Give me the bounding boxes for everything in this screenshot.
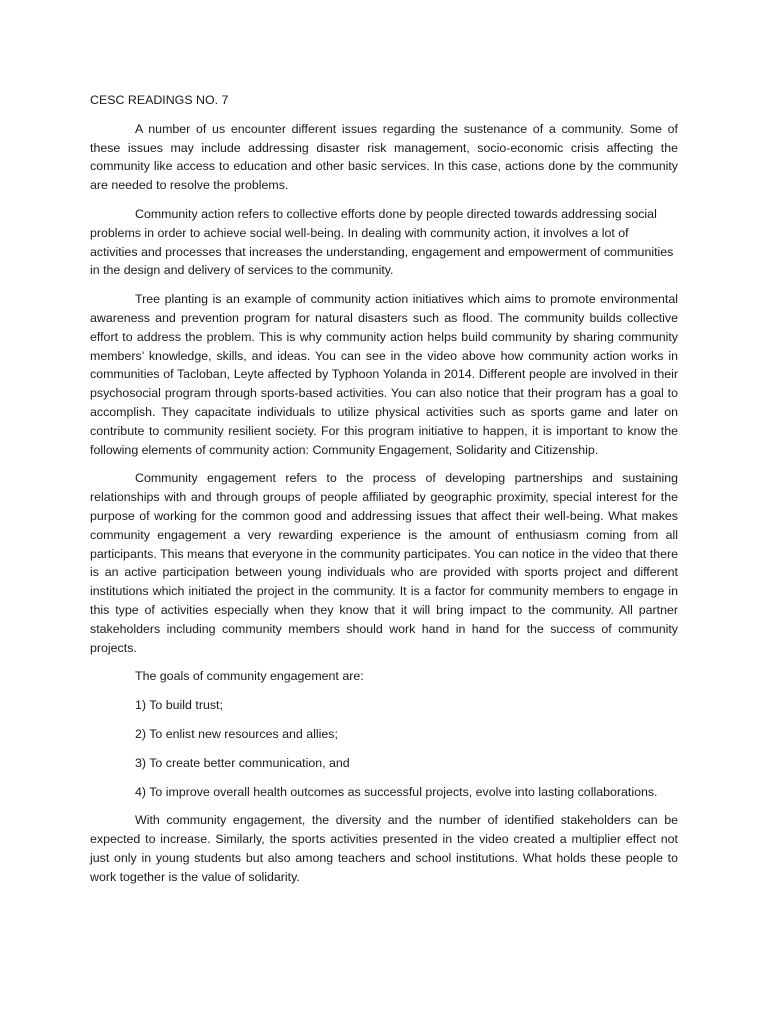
document-body: [90, 91, 678, 896]
paragraph-tree-planting: Tree planting is an example of community action initiatives which aims to promote environmental awareness and prevention program for natural disasters such as flood. The community builds collective effort to address the problem. This is why community action helps build community by sharing community members’ knowledge, skills, and ideas. You can see in the video above how community action works in communities of Tacloban, Leyte affected by Typhoon Yolanda in 2014. Different people are involved in their psychosocial program through sports-based activities. You can also notice that their program has a goal to accomplish. They capacitate individuals to utilize physical activities such as sports game and later on contribute to community resilient society. For this program initiative to happen, it is important to know the following elements of community action: Community Engagement, Solidarity and Citizenship.: [90, 292, 678, 457]
paragraph-community-engagement: Community engagement refers to the process of developing partnerships and sustaining relationships with and through groups of people affiliated by geographic proximity, special interest for the purpose of working for the common good and addressing issues that affect their well-being. What makes community engagement a very rewarding experience is the amount of enthusiasm coming from all participants. This means that everyone in the community participates. You can notice in the video that there is an active participation between young individuals who are provided with sports project and different institutions which initiated the project in the community. It is a factor for community members to engage in this type of activities especially when they know that it will bring impact to the community. All partner stakeholders including community members should work hand in hand for the success of community projects.: [90, 471, 678, 655]
paragraph-closing: With community engagement, the diversity and the number of identified stakeholders can be expected to increase. Similarly, the sports activities presented in the video created a multiplier effect not just only in young students but also among teachers and school institutions. What holds these people to work together is the value of solidarity.: [90, 813, 678, 884]
goals-heading: The goals of community engagement are:: [135, 669, 364, 684]
goal-item: 3) To create better communication, and: [135, 755, 350, 770]
goal-item: 1) To build trust;: [135, 698, 223, 713]
paragraph-community-action: Community action refers to collective efforts done by people directed towards addressing social problems in order to achieve social well-being. In dealing with community action, it involves a lot of activities and processes that increases the understanding, engagement and empowerment of communities in the design and delivery of services to the community.: [90, 206, 674, 278]
paragraph-intro: A number of us encounter different issues regarding the sustenance of a community. Some of these issues may include addressing disaster risk management, socio-economic crisis affecting the community like access to education and other basic services. In this case, actions done by the community are needed to resolve the problems.: [90, 121, 678, 193]
goals-list: [90, 696, 678, 801]
document-title: CESC READINGS NO. 7: [90, 93, 229, 107]
goal-item: 2) To enlist new resources and allies;: [135, 726, 338, 741]
goal-item: 4) To improve overall health outcomes as successful projects, evolve into lasting collaborations.: [135, 784, 658, 799]
